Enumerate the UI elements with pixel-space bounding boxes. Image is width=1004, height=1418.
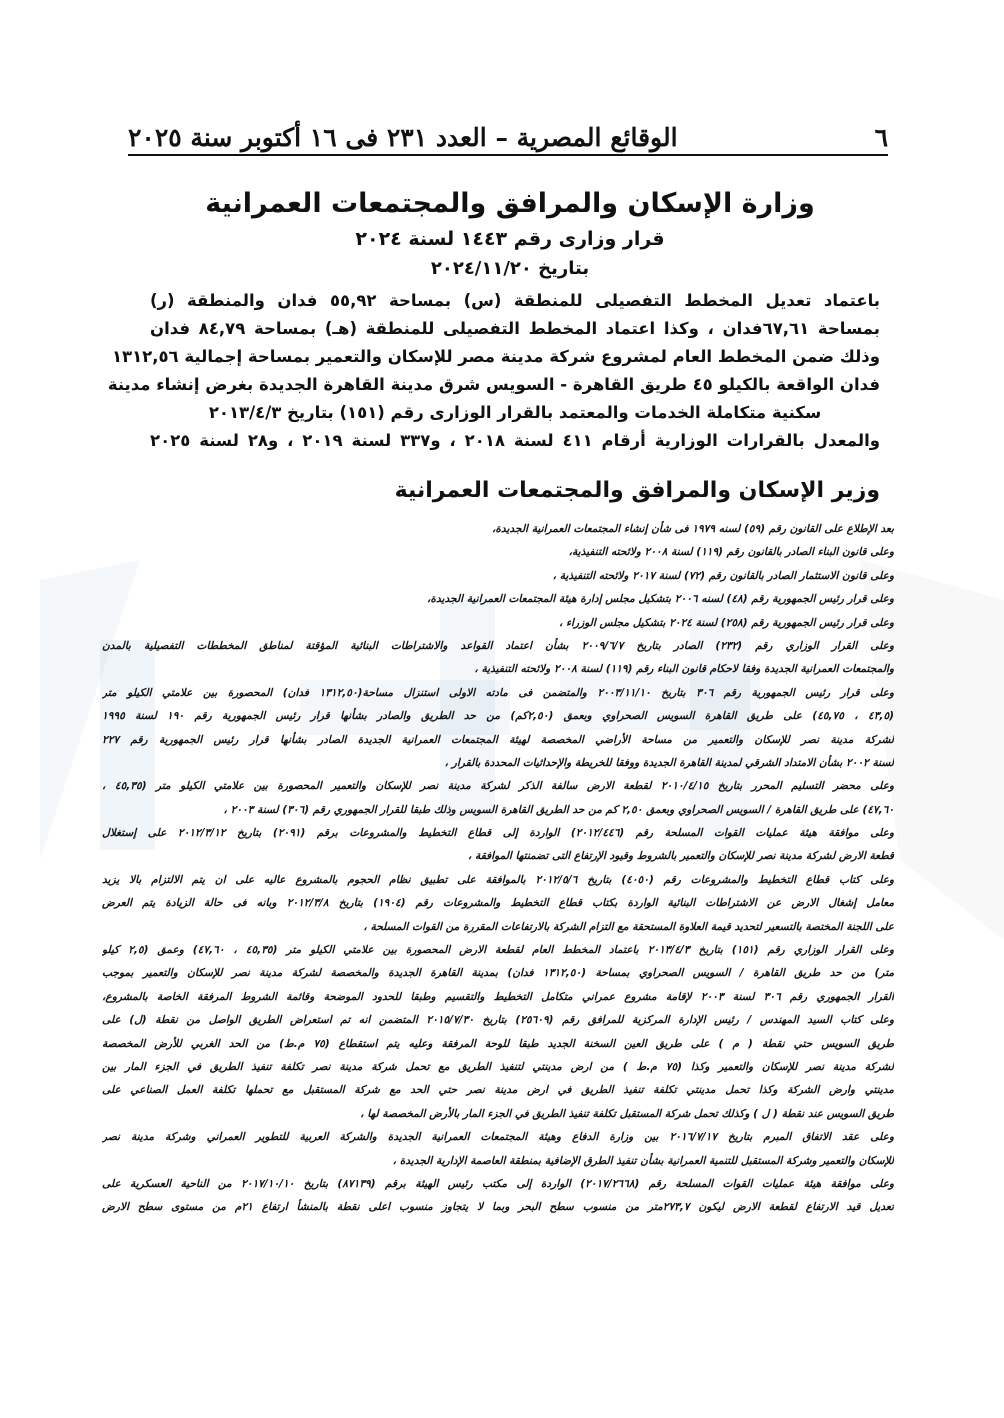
body-line: وعلى كتاب قطاع التخطيط والمشروعات رقم (٤٠٥٠) بتاريخ ٢٠١٢/٥/٦ بالموافقة على تطبيق نظام الحجوم بالمشروع عاليه على ان يتم الالتزام بالا يزيد [102,873,894,886]
page-number: ٦ [874,123,888,152]
body-line: وعلى عقد الاتفاق المبرم بتاريخ ٢٠١٦/٧/١٧ بين وزارة الدفاع وهيئة المجتمعات العمرانية الجديدة والشركة العربية للتطوير العمراني وشركة مدينة نصر [102,1131,894,1144]
body-line: وعلى قانون البناء الصادر بالقانون رقم (١١٩) لسنة ٢٠٠٨ ولائحته التنفيذية، [568,546,894,559]
body-line: وعلى موافقة هيئة عمليات القوات المسلحة رقم (٢٠١٧/٢٦٦٨) الواردة إلى مكتب رئيس الهيئة برقم (٨٧١٣٩) بتاريخ ٢٠١٧/١٠/١٠ من الناحية العسكرية على [102,1177,894,1190]
body-line: وعلى قرار رئيس الجمهورية رقم (٢٥٨) لسنة ٢٠٢٤ بتشكيل مجلس الوزراء ، [558,616,894,629]
body-line: قطعة الارض لشركة مدينة نصر للإسكان والتعمير بالشروط وقيود الإرتفاع التى تضمنتها الموافقة ، [467,850,894,863]
subject-line: فدان الواقعة بالكيلو ٤٥ طريق القاهرة - السويس شرق مدينة القاهرة الجديدة بغرض إنشاء مدينة [107,375,880,394]
body-line: طريق السويس عند نقطة ( ل ) وكذلك تحمل شركة المستقبل تكلفة تنفيذ الطريق في الجزء المار بالأرض المخصصة لها ، [360,1107,894,1120]
running-header [128,112,888,152]
subject-line: بمساحة ٦٧,٦١فدان ، وكذا اعتماد المخطط التفصيلى للمنطقة (هـ) بمساحة ٨٤,٧٩ فدان [150,319,881,338]
body-line: معامل إشغال الارض عن الاشتراطات البنائية الواردة بكتاب قطاع التخطيط والمشروعات رقم (١٩٠٤) بتاريخ ٢٠١٢/٣/٨ وبانه فى حالة الزيادة يتم العرض [102,897,894,910]
body-line: ٤٧,٦٠) على طريق القاهرة / السويس الصحراوي وبعمق ٢,٥٠ كم من حد الطريق القاهرة السويس وذلك طبقا للقرار الجمهوري رقم (٣٠٦) لسنة ٢٠٠٣ ، [223,803,894,816]
body-line: والمجتمعات العمرانية الجديدة وفقا لاحكام قانون البناء رقم (١١٩) لسنة ٢٠٠٨ ولائحته التنفيذية ، [474,663,894,676]
body-line: وعلى موافقة هيئة عمليات القوات المسلحة رقم (٢٠١٢/٤٤٦) الواردة إلى قطاع التخطيط والمشروعات برقم (٢٠٩١) بتاريخ ٢٠١٢/٣/١٢ على إستغلال [102,827,894,840]
body-line: وعلى قرار رئيس الجمهورية رقم (٤٨) لسنه ٢٠٠٦ بتشكيل مجلس إدارة هيئة المجتمعات العمرانية الجديدة، [427,593,894,606]
body-line: وعلى قرار رئيس الجمهورية رقم ٣٠٦ بتاريخ ٢٠٠٣/١١/١٠ والمتضمن فى مادته الاولى استنزال مساحة(١٣١٢,٥٠ فدان) المحصورة بين علامتي الكيلو متر [102,686,894,699]
subject-line: باعتماد تعديل المخطط التفصيلى للمنطقة (س) بمساحة ٥٥,٩٢ فدان والمنطقة (ر) [150,291,880,310]
body-line: (٤٣,٥ ، ٤٥,٧٥) على طريق القاهرة السويس الصحراوي وبعمق (٢,٥٠كم) من حد الطريق والصادر بشأنها قرار رئيس الجمهورية رقم ١٩٠ لسنة ١٩٩٥ [102,710,894,723]
body-line: طريق السويس حتي نقطة ( م ) على طريق العين السخنة الجديد طبقا للوحة المرفقة وعليه يتم استقطاع (٧٥ م.ط) من الحد الغربي للأرض المخصصة [102,1037,894,1050]
decree-subject [107,287,881,455]
body-line: على اللجنة المختصة بالتسعير لتحديد قيمة العلاوة المستحقة مع التزام الشركة بالارتفاعات المقررة من القوات المسلحة ، [363,920,894,933]
body-line: مدينتي وارض الشركة وكذا تحمل مدينتي تكلفة تنفيذ الطريق في ارض مدينة نصر حتي الحد مع شركة المستقبل مع تحملها تكلفة العمل الصناعي على [102,1084,894,1097]
minister-title: وزير الإسكان والمرافق والمجتمعات العمرانية [394,478,880,503]
subject-line: وذلك ضمن المخطط العام لمشروع شركة مدينة مصر للإسكان والتعمير بمساحة إجمالية ١٣١٢,٥٦ [111,347,880,366]
header-rule [128,154,888,156]
body-line: متر) من حد طريق القاهرة / السويس الصحراوي بمساحة (١٣١٢,٥٠ فدان) بمدينة القاهرة الجديدة والمخصصة لشركة مدينة نصر للإسكان والتعمير بموجب [102,967,894,980]
body-line: وعلى محضر التسليم المحرر بتاريخ ٢٠١٠/٤/١٥ لقطعة الارض سالفة الذكر لشركة مدينة نصر للإسكان والتعمير المحصورة بين علامتي الكيلو متر (٤٥,٣٥ ، [102,780,894,793]
subject-line: والمعدل بالقرارات الوزارية أرقام ٤١١ لسنة ٢٠١٨ ، و٣٣٧ لسنة ٢٠١٩ ، و٢٨ لسنة ٢٠٢٥ [150,431,880,450]
body-line: لشركة مدينة نصر للإسكان والتعمير من مساحة الأراضي المخصصة لهيئة المجتمعات العمرانية الجديدة الصادر بشأنها قرار رئيس الجمهورية رقم ٢٢٧ [102,733,894,746]
body-line: وعلى كتاب السيد المهندس / رئيس الإدارة المركزية للمرافق رقم (٢٥٦٠٩) بتاريخ ٢٠١٥/٧/٣٠ المتضمن انه تم استعراض الطريق الواصل من نقطة (ل) على [102,1014,894,1027]
decree-number: قرار وزارى رقم ١٤٤٣ لسنة ٢٠٢٤ [355,228,665,250]
decree-body [102,518,894,1220]
body-line: القرار الجمهوري رقم ٣٠٦ لسنة ٢٠٠٣ لإقامة مشروع عمراني متكامل التخطيط والتقسيم وطبقا للحدود الموضحة وقائمة الشروط المرفقة الخاصة بالمشروع، [102,990,894,1003]
body-line: تعديل قيد الارتفاع لقطعة الارض ليكون ٢٧٣,٧متر من منسوب سطح البحر وبما لا يتجاوز منسوب اعلى نقطة بالمنشأ ارتفاع ٢١م من مستوى سطح الارض [102,1201,894,1214]
gazette-issue-title: الوقائع المصرية – العدد ٢٣١ فى ١٦ أكتوبر سنة ٢٠٢٥ [128,123,678,152]
subject-line: سكنية متكاملة الخدمات والمعتمد بالقرار الوزارى رقم (١٥١) بتاريخ ٢٠١٣/٤/٣ [208,403,822,422]
body-line: وعلى قانون الاستثمار الصادر بالقانون رقم (٧٢) لسنة ٢٠١٧ ولائحته التنفيذية ، [552,569,894,582]
body-line: وعلى القرار الوزاري رقم (٢٣٢) الصادر بتاريخ ٢٠٠٩/٦/٧ بشأن اعتماد القواعد والاشتراطات البنائية المؤقتة لمناطق المخططات التفصيلية بالمدن [102,639,894,652]
decree-date: بتاريخ ٢٠٢٤/١١/٢٠ [430,258,590,279]
body-line: بعد الإطلاع على القانون رقم (٥٩) لسنه ١٩٧٩ فى شأن إنشاء المجتمعات العمرانية الجديدة، [491,523,894,535]
body-line: لسنة ٢٠٠٢ بشأن الامتداد الشرقي لمدينة القاهرة الجديدة ووفقا للخريطة والإحداثيات المحددة بالقرار ، [444,756,894,769]
body-line: وعلى القرار الوزاري رقم (١٥١) بتاريخ ٢٠١٣/٤/٣ باعتماد المخطط العام لقطعة الارض المحصورة بين علامتي الكيلو متر (٤٥,٣٥ ، ٤٧,٦٠) وعمق (٢,٥ كيلو [102,944,894,957]
body-line: لشركة مدينة نصر للإسكان والتعمير وكذا (٧٥ م.ط ) من ارض مدينتي لتنفيذ الطريق مع تحمل شركة مدينة نصر تكلفة تنفيذ الطريق في الجزء المار بين [102,1060,894,1073]
body-line: للإسكان والتعمير وشركة المستقبل للتنمية العمرانية بشأن تنفيذ الطرق الإضافية بمنطقة العاصمة الإدارية الجديدة ، [392,1154,894,1167]
ministry-title: وزارة الإسكان والمرافق والمجتمعات العمرانية [205,188,815,219]
